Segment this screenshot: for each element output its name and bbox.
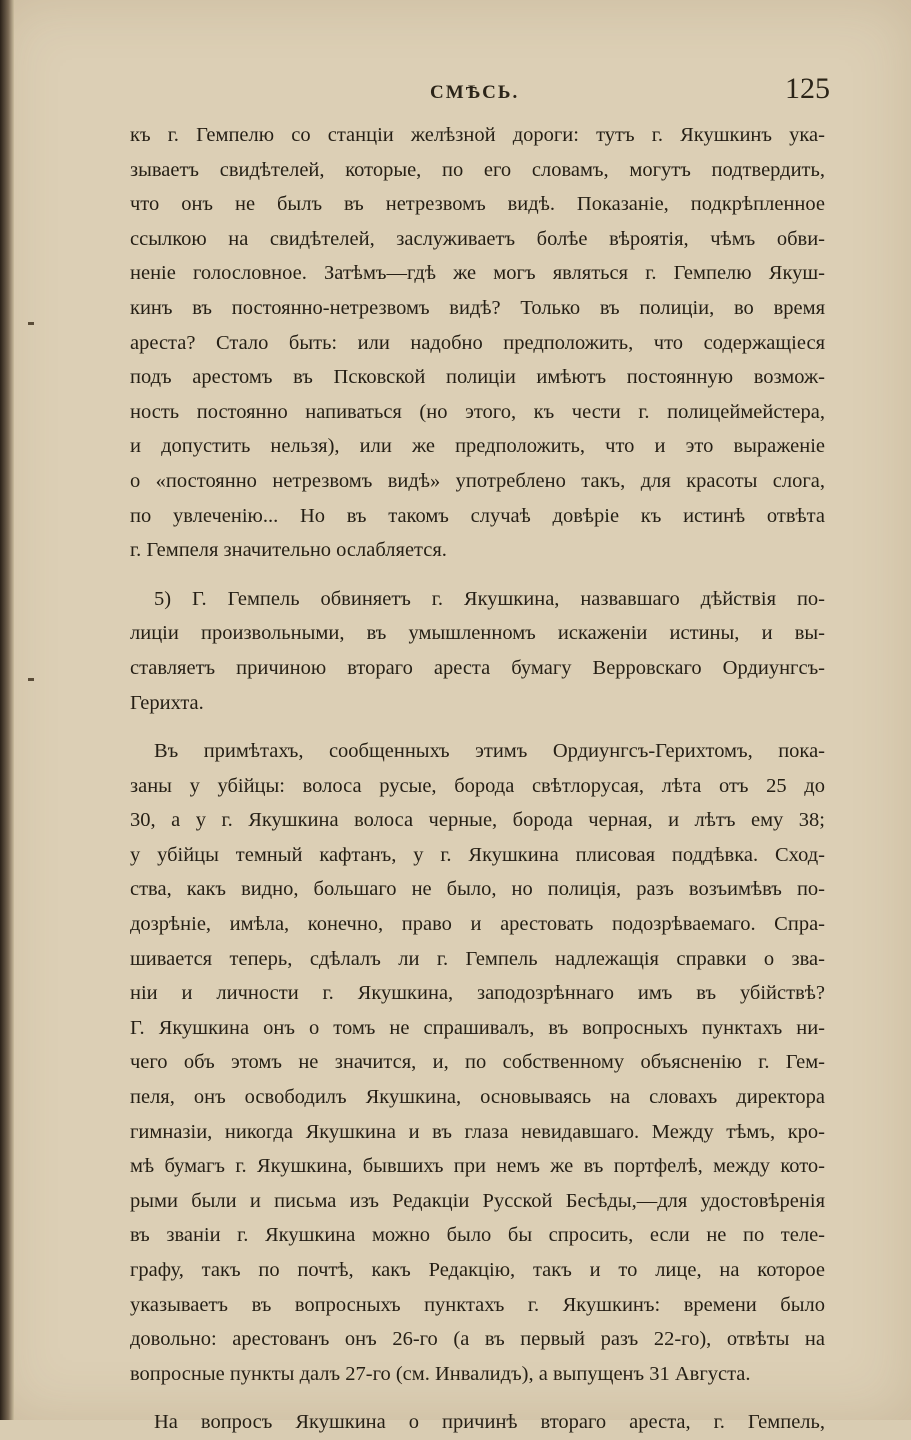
text-line: Герихта. — [130, 691, 204, 714]
text-line: ставляетъ причиною втораго ареста бумагу Верровскаго Ордиунгсъ- — [130, 656, 825, 679]
text-line: указываетъ въ вопросныхъ пунктахъ г. Якушкинъ: времени было — [130, 1293, 825, 1316]
text-line: неніе голословное. Затѣмъ—гдѣ же могъ являться г. Гемпелю Якуш- — [130, 262, 825, 285]
text-line: что онъ не былъ въ нетрезвомъ видѣ. Показаніе, подкрѣпленное — [130, 193, 825, 216]
text-line: о «постоянно нетрезвомъ видѣ» употреблено такъ, для красоты слога, — [130, 469, 825, 492]
text-line: Г. Якушкина онъ о томъ не спрашивалъ, въ вопросныхъ пунктахъ ни- — [130, 1016, 825, 1039]
text-line: кинъ въ постоянно-нетрезвомъ видѣ? Только въ полиціи, во время — [130, 296, 825, 319]
text-line: шивается теперь, сдѣлалъ ли г. Гемпель надлежащія справки о зва- — [130, 947, 825, 970]
page-number: 125 — [785, 72, 830, 105]
margin-mark — [28, 678, 34, 681]
text-line: по увлеченію... Но въ такомъ случаѣ довѣріе къ истинѣ отвѣта — [130, 504, 825, 527]
text-line: 5) Г. Гемпель обвиняетъ г. Якушкина, назвавшаго дѣйствія по- — [154, 587, 825, 610]
text-line: чего объ этомъ не значится, и, по собственному объясненію г. Гем- — [130, 1051, 825, 1074]
text-line: ареста? Стало быть: или надобно предположить, что содержащіеся — [130, 331, 825, 354]
text-line: подъ арестомъ въ Псковской полиціи имѣютъ постоянную возмож- — [130, 366, 825, 389]
text-line: лиціи произвольными, въ умышленномъ искаженіи истины, и вы- — [130, 622, 825, 645]
text-line: къ г. Гемпелю со станціи желѣзной дороги: тутъ г. Якушкинъ ука- — [130, 124, 825, 146]
text-line: довольно: арестованъ онъ 26-го (а въ первый разъ 22-го), отвѣты на — [130, 1328, 825, 1351]
text-line: графу, такъ по почтѣ, какъ Редакцію, такъ и то лице, на которое — [130, 1259, 825, 1281]
page-header — [130, 72, 830, 112]
text-line: рыми были и письма изъ Редакціи Русской Бесѣды,—для удостовѣренія — [130, 1189, 825, 1212]
text-line: ность постоянно напиваться (но этого, къ чести г. полицеймейстера, — [130, 400, 825, 423]
text-line: дозрѣніе, имѣла, конечно, право и арестовать подозрѣваемаго. Спра- — [130, 913, 825, 936]
text-line: вопросные пункты далъ 27-го (см. Инвалидъ), а выпущенъ 31 Августа. — [130, 1362, 751, 1385]
text-line: г. Гемпеля значительно ослабляется. — [130, 539, 447, 562]
text-line: ніи и личности г. Якушкина, заподозрѣннаго имъ въ убійствѣ? — [130, 982, 825, 1005]
text-line: 30, а у г. Якушкина волоса черные, борода черная, и лѣтъ ему 38; — [130, 809, 825, 832]
text-line: въ званіи г. Якушкина можно было бы спросить, если не по теле- — [130, 1224, 825, 1247]
margin-mark — [28, 322, 34, 325]
text-line: На вопросъ Якушкина о причинѣ втораго ареста, г. Гемпель, — [154, 1411, 825, 1434]
running-head: СМѢСЬ. — [430, 82, 520, 103]
text-line: ссылкою на свидѣтелей, заслуживаетъ болѣе вѣроятія, чѣмъ обви- — [130, 227, 825, 250]
text-line: заны у убійцы: волоса русые, борода свѣтлорусая, лѣта отъ 25 до — [130, 774, 825, 797]
text-line: гимназіи, никогда Якушкина и въ глаза невидавшаго. Между тѣмъ, кро- — [130, 1120, 825, 1143]
body-text — [130, 118, 825, 1440]
text-line: зываетъ свидѣтелей, которые, по его словамъ, могутъ подтвердить, — [130, 158, 825, 181]
text-line: пеля, онъ освободилъ Якушкина, основываясь на словахъ директора — [130, 1086, 825, 1109]
text-line: мѣ бумагъ г. Якушкина, бывшихъ при немъ же въ портфелѣ, между кото- — [130, 1155, 825, 1178]
text-line: и допустить нельзя), или же предположить, что и это выраженіе — [130, 435, 825, 458]
text-line: ства, какъ видно, большаго не было, но полиція, разъ возъимѣвъ по- — [130, 878, 825, 901]
text-line: Въ примѣтахъ, сообщенныхъ этимъ Ордиунгсъ-Герихтомъ, пока- — [154, 740, 825, 763]
binding-gutter — [0, 0, 14, 1420]
text-line: у убійцы темный кафтанъ, у г. Якушкина плисовая поддѣвка. Сход- — [130, 843, 825, 866]
